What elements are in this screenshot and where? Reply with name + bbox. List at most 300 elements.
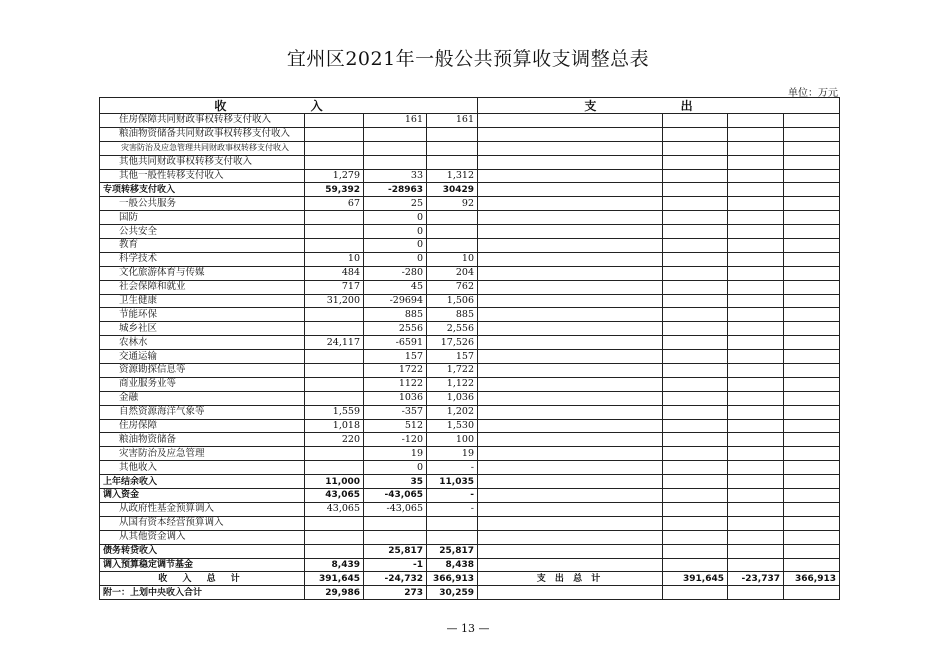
table-row: [100, 197, 840, 211]
budget-value: [305, 141, 364, 155]
table-row: [100, 419, 840, 433]
expense-cell: [478, 280, 663, 294]
table-row: [100, 364, 840, 378]
expense-cell: [784, 405, 840, 419]
income-item-label: 专项转移支付收入: [100, 183, 305, 197]
expense-cell: [478, 364, 663, 378]
table-row: [100, 225, 840, 239]
budget-value: 43,065: [305, 489, 364, 503]
expense-cell: [663, 252, 728, 266]
expense-cell: [728, 544, 784, 558]
expense-cell: [784, 280, 840, 294]
budget-value: [305, 308, 364, 322]
adjustment-value: -1: [364, 558, 427, 572]
expense-cell: [663, 211, 728, 225]
expense-cell: [663, 447, 728, 461]
page-title: 宜州区2021年一般公共预算收支调整总表: [286, 48, 650, 70]
adjustment-value: 1036: [364, 391, 427, 405]
expense-cell: [728, 252, 784, 266]
expense-cell: [478, 544, 663, 558]
expense-cell: [478, 530, 663, 544]
income-item-label: 商业服务业等: [100, 377, 305, 391]
adjusted-value: 92: [427, 197, 478, 211]
budget-value: [305, 350, 364, 364]
adjusted-value: [427, 516, 478, 530]
expense-cell: [663, 308, 728, 322]
adjusted-value: -: [427, 502, 478, 516]
expense-cell: [663, 558, 728, 572]
income-item-label: 社会保障和就业: [100, 280, 305, 294]
expense-cell: [663, 461, 728, 475]
budget-value: 8,439: [305, 558, 364, 572]
income-item-label: 其他共同财政事权转移支付收入: [100, 155, 305, 169]
expense-cell: [728, 502, 784, 516]
budget-value: [305, 127, 364, 141]
adjusted-value: 885: [427, 308, 478, 322]
income-item-label: 国防: [100, 211, 305, 225]
adjustment-value: [364, 127, 427, 141]
table-row: [100, 516, 840, 530]
expense-cell: [663, 502, 728, 516]
expense-cell: [784, 169, 840, 183]
expense-cell: [478, 114, 663, 128]
adjustment-value: 0: [364, 239, 427, 253]
adjustment-value: 25,817: [364, 544, 427, 558]
expense-cell: [478, 516, 663, 530]
adjusted-value: 762: [427, 280, 478, 294]
expense-cell: [478, 225, 663, 239]
table-row: [100, 294, 840, 308]
table-row: [100, 336, 840, 350]
expense-cell: [784, 377, 840, 391]
adjusted-value: 1,312: [427, 169, 478, 183]
table-row: [100, 391, 840, 405]
adjustment-value: [364, 155, 427, 169]
expense-cell: [784, 489, 840, 503]
expense-cell: [478, 447, 663, 461]
expense-cell: [784, 183, 840, 197]
adjustment-value: -120: [364, 433, 427, 447]
expense-cell: [728, 308, 784, 322]
expense-cell: [663, 516, 728, 530]
income-item-label: 从国有资本经营预算调入: [100, 516, 305, 530]
income-item-label: 自然资源海洋气象等: [100, 405, 305, 419]
budget-value: 1,018: [305, 419, 364, 433]
expense-cell: [784, 141, 840, 155]
expense-cell: [663, 266, 728, 280]
budget-value: [305, 364, 364, 378]
expense-cell: [728, 336, 784, 350]
adjusted-value: 161: [427, 114, 478, 128]
budget-value: [305, 239, 364, 253]
expense-cell: [478, 211, 663, 225]
expense-cell: [728, 475, 784, 489]
expense-cell: [728, 127, 784, 141]
expense-cell: [478, 419, 663, 433]
expense-cell: [784, 447, 840, 461]
expense-cell: [784, 252, 840, 266]
income-item-label: 粮油物资储备: [100, 433, 305, 447]
adjusted-value: 1,722: [427, 364, 478, 378]
expense-cell: [663, 183, 728, 197]
budget-value: 10: [305, 252, 364, 266]
income-item-label: 收 入 总 计: [100, 572, 305, 586]
budget-value: 59,392: [305, 183, 364, 197]
income-item-label: 一般公共服务: [100, 197, 305, 211]
expense-cell: [663, 127, 728, 141]
expense-cell: [728, 225, 784, 239]
expense-cell: [784, 336, 840, 350]
adjusted-value: 8,438: [427, 558, 478, 572]
income-item-label: 债务转贷收入: [100, 544, 305, 558]
adjusted-value: [427, 239, 478, 253]
expense-cell: [663, 433, 728, 447]
expense-cell: [663, 322, 728, 336]
expense-cell: [663, 530, 728, 544]
expense-cell: [663, 155, 728, 169]
budget-value: [305, 211, 364, 225]
expense-cell: [663, 364, 728, 378]
unit-label: 单位：万元: [788, 88, 838, 99]
expense-cell: [784, 308, 840, 322]
adjustment-value: -29694: [364, 294, 427, 308]
budget-value: [305, 461, 364, 475]
expense-cell: [784, 419, 840, 433]
adjusted-value: 157: [427, 350, 478, 364]
adjusted-value: 1,122: [427, 377, 478, 391]
budget-value: 67: [305, 197, 364, 211]
adjustment-value: [364, 516, 427, 530]
income-item-label: 卫生健康: [100, 294, 305, 308]
expense-cell: [478, 127, 663, 141]
adjustment-value: 33: [364, 169, 427, 183]
adjustment-value: 35: [364, 475, 427, 489]
budget-value: [305, 447, 364, 461]
adjustment-value: 0: [364, 252, 427, 266]
expense-cell: [728, 322, 784, 336]
expense-cell: [784, 391, 840, 405]
table-row: [100, 155, 840, 169]
expense-cell: [478, 350, 663, 364]
table-row: [100, 252, 840, 266]
adjustment-value: 885: [364, 308, 427, 322]
expense-cell: [478, 433, 663, 447]
adjusted-value: 366,913: [427, 572, 478, 586]
adjusted-value: [427, 530, 478, 544]
budget-value: 717: [305, 280, 364, 294]
expense-cell: [478, 155, 663, 169]
income-item-label: 节能环保: [100, 308, 305, 322]
expense-cell: [478, 391, 663, 405]
adjustment-value: -6591: [364, 336, 427, 350]
adjusted-value: 1,506: [427, 294, 478, 308]
adjusted-value: 1,202: [427, 405, 478, 419]
income-item-label: 粮油物资储备共同财政事权转移支付收入: [100, 127, 305, 141]
budget-value: [305, 516, 364, 530]
budget-table: [99, 97, 840, 600]
adjustment-value: 1722: [364, 364, 427, 378]
expense-cell: [784, 544, 840, 558]
table-row: [100, 308, 840, 322]
adjustment-value: 45: [364, 280, 427, 294]
adjustment-value: 273: [364, 586, 427, 600]
income-item-label: 灾害防治及应急管理共同财政事权转移支付收入: [100, 141, 305, 155]
expense-cell: [784, 558, 840, 572]
income-item-label: 附一：上划中央收入合计: [100, 586, 305, 600]
expense-cell: [663, 391, 728, 405]
table-row: [100, 586, 840, 600]
table-row: [100, 114, 840, 128]
expense-cell: [663, 489, 728, 503]
table-row: [100, 433, 840, 447]
expense-cell: [478, 336, 663, 350]
budget-value: 220: [305, 433, 364, 447]
budget-value: 43,065: [305, 502, 364, 516]
income-item-label: 从其他资金调入: [100, 530, 305, 544]
table-row: [100, 266, 840, 280]
expense-cell: [663, 114, 728, 128]
adjusted-value: 11,035: [427, 475, 478, 489]
income-item-label: 资源勘探信息等: [100, 364, 305, 378]
expense-cell: [784, 266, 840, 280]
budget-value: 24,117: [305, 336, 364, 350]
adjusted-value: [427, 211, 478, 225]
expense-cell: [728, 558, 784, 572]
expense-budget-value: 391,645: [663, 572, 728, 586]
expense-cell: [728, 350, 784, 364]
table-row: [100, 169, 840, 183]
expense-cell: [784, 294, 840, 308]
expense-cell: [784, 364, 840, 378]
expense-cell: [663, 586, 728, 600]
expense-cell: [663, 197, 728, 211]
income-item-label: 上年结余收入: [100, 475, 305, 489]
table-row: [100, 280, 840, 294]
expense-cell: [784, 211, 840, 225]
expense-cell: [728, 183, 784, 197]
budget-value: [305, 225, 364, 239]
expense-cell: [728, 280, 784, 294]
income-item-label: 农林水: [100, 336, 305, 350]
adjusted-value: 30429: [427, 183, 478, 197]
adjustment-value: 1122: [364, 377, 427, 391]
adjustment-value: -357: [364, 405, 427, 419]
expense-cell: [728, 377, 784, 391]
adjusted-value: 1,036: [427, 391, 478, 405]
adjustment-value: 2556: [364, 322, 427, 336]
adjusted-value: -: [427, 461, 478, 475]
budget-value: 31,200: [305, 294, 364, 308]
expense-cell: [728, 516, 784, 530]
expense-adjusted-value: 366,913: [784, 572, 840, 586]
expense-cell: [478, 322, 663, 336]
budget-value: 391,645: [305, 572, 364, 586]
adjusted-value: 25,817: [427, 544, 478, 558]
expense-cell: [728, 419, 784, 433]
expense-cell: [784, 350, 840, 364]
expense-total-label: 支 出 总 计: [478, 572, 663, 586]
expense-cell: [728, 197, 784, 211]
budget-value: 29,986: [305, 586, 364, 600]
income-item-label: 金融: [100, 391, 305, 405]
expense-cell: [784, 530, 840, 544]
adjusted-value: 17,526: [427, 336, 478, 350]
expense-cell: [728, 530, 784, 544]
expense-cell: [784, 586, 840, 600]
expense-cell: [784, 197, 840, 211]
expense-header: 支 出: [478, 98, 840, 114]
expense-cell: [728, 391, 784, 405]
adjustment-value: -28963: [364, 183, 427, 197]
budget-value: [305, 377, 364, 391]
expense-cell: [784, 155, 840, 169]
expense-cell: [478, 239, 663, 253]
income-item-label: 从政府性基金预算调入: [100, 502, 305, 516]
expense-cell: [728, 155, 784, 169]
adjusted-value: [427, 155, 478, 169]
adjusted-value: 30,259: [427, 586, 478, 600]
expense-cell: [663, 239, 728, 253]
adjusted-value: [427, 141, 478, 155]
expense-cell: [784, 502, 840, 516]
expense-cell: [784, 475, 840, 489]
expense-cell: [728, 211, 784, 225]
adjustment-value: 157: [364, 350, 427, 364]
expense-cell: [663, 225, 728, 239]
page-number: — 13 —: [446, 622, 490, 635]
expense-cell: [478, 461, 663, 475]
budget-value: 11,000: [305, 475, 364, 489]
budget-value: [305, 391, 364, 405]
adjustment-value: 512: [364, 419, 427, 433]
expense-cell: [663, 544, 728, 558]
adjustment-value: -43,065: [364, 489, 427, 503]
expense-cell: [784, 114, 840, 128]
income-item-label: 调入资金: [100, 489, 305, 503]
expense-cell: [478, 377, 663, 391]
expense-cell: [728, 266, 784, 280]
adjustment-value: 25: [364, 197, 427, 211]
adjustment-value: 0: [364, 211, 427, 225]
expense-cell: [728, 114, 784, 128]
expense-cell: [784, 127, 840, 141]
expense-cell: [728, 364, 784, 378]
adjustment-value: -280: [364, 266, 427, 280]
adjusted-value: 1,530: [427, 419, 478, 433]
expense-cell: [478, 308, 663, 322]
expense-cell: [478, 405, 663, 419]
expense-cell: [784, 322, 840, 336]
income-item-label: 其他收入: [100, 461, 305, 475]
expense-cell: [728, 489, 784, 503]
table-row: [100, 544, 840, 558]
income-item-label: 文化旅游体育与传媒: [100, 266, 305, 280]
adjustment-value: -24,732: [364, 572, 427, 586]
expense-cell: [728, 141, 784, 155]
budget-value: 1,559: [305, 405, 364, 419]
expense-cell: [478, 586, 663, 600]
adjustment-value: [364, 530, 427, 544]
expense-cell: [728, 294, 784, 308]
expense-cell: [478, 489, 663, 503]
expense-cell: [663, 350, 728, 364]
expense-cell: [663, 141, 728, 155]
budget-value: [305, 530, 364, 544]
expense-cell: [663, 336, 728, 350]
expense-cell: [478, 252, 663, 266]
expense-cell: [478, 558, 663, 572]
expense-cell: [663, 377, 728, 391]
table-row: [100, 475, 840, 489]
income-item-label: 灾害防治及应急管理: [100, 447, 305, 461]
table-row: [100, 502, 840, 516]
table-row: [100, 183, 840, 197]
expense-cell: [784, 433, 840, 447]
expense-cell: [663, 475, 728, 489]
income-item-label: 调入预算稳定调节基金: [100, 558, 305, 572]
expense-cell: [728, 405, 784, 419]
expense-cell: [478, 197, 663, 211]
budget-value: [305, 114, 364, 128]
expense-cell: [478, 169, 663, 183]
expense-cell: [478, 266, 663, 280]
income-item-label: 教育: [100, 239, 305, 253]
income-item-label: 科学技术: [100, 252, 305, 266]
adjustment-value: [364, 141, 427, 155]
adjusted-value: 2,556: [427, 322, 478, 336]
expense-cell: [784, 516, 840, 530]
table-row: [100, 489, 840, 503]
adjusted-value: 204: [427, 266, 478, 280]
expense-cell: [478, 294, 663, 308]
expense-cell: [663, 169, 728, 183]
expense-cell: [663, 294, 728, 308]
adjusted-value: 10: [427, 252, 478, 266]
expense-cell: [663, 280, 728, 294]
income-item-label: 城乡社区: [100, 322, 305, 336]
expense-cell: [728, 586, 784, 600]
table-row: [100, 127, 840, 141]
adjustment-value: 0: [364, 225, 427, 239]
income-item-label: 公共安全: [100, 225, 305, 239]
budget-value: [305, 155, 364, 169]
table-row: [100, 405, 840, 419]
expense-cell: [728, 461, 784, 475]
table-row: [100, 141, 840, 155]
income-item-label: 交通运输: [100, 350, 305, 364]
adjustment-value: 161: [364, 114, 427, 128]
table-row: [100, 239, 840, 253]
expense-cell: [728, 433, 784, 447]
adjusted-value: 100: [427, 433, 478, 447]
expense-cell: [784, 239, 840, 253]
budget-value: [305, 544, 364, 558]
expense-cell: [478, 183, 663, 197]
adjusted-value: -: [427, 489, 478, 503]
expense-cell: [478, 475, 663, 489]
budget-value: 1,279: [305, 169, 364, 183]
table-header-row: [100, 98, 840, 114]
budget-value: [305, 322, 364, 336]
table-row: [100, 447, 840, 461]
table-row: [100, 558, 840, 572]
table-row: [100, 350, 840, 364]
adjusted-value: [427, 127, 478, 141]
expense-cell: [728, 169, 784, 183]
table-row: [100, 211, 840, 225]
adjustment-value: -43,065: [364, 502, 427, 516]
income-item-label: 住房保障: [100, 419, 305, 433]
